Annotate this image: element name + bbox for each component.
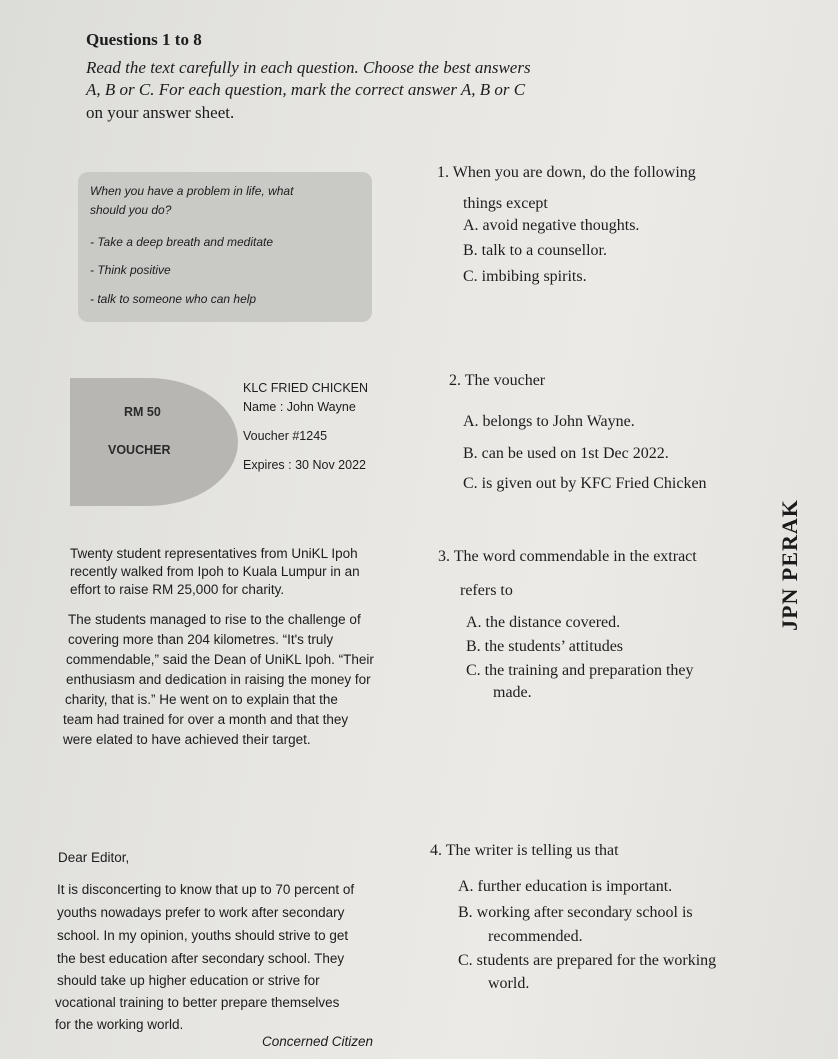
voucher-badge (70, 378, 238, 506)
question-3-stem: 3. The word commendable in the extract (438, 548, 697, 565)
question-1-option-a: A. avoid negative thoughts. (463, 217, 640, 234)
question-1-stem: things except (463, 195, 548, 212)
letter-line: youths nowadays prefer to work after secondary (57, 905, 345, 920)
question-4-stem: 4. The writer is telling us that (430, 842, 619, 859)
voucher-amount: RM 50 (124, 405, 161, 419)
question-4-option-b: B. working after secondary school is (458, 904, 693, 921)
tips-line: When you have a problem in life, what (90, 184, 294, 198)
question-4-option-a: A. further education is important. (458, 878, 673, 895)
tips-line: - Take a deep breath and meditate (90, 235, 274, 249)
instruction-line: Read the text carefully in each question. Choose the best answers (86, 58, 531, 77)
section-title: Questions 1 to 8 (86, 30, 202, 49)
article-line: team had trained for over a month and that they (63, 712, 349, 727)
article-line: were elated to have achieved their target. (63, 732, 311, 747)
letter-salutation: Dear Editor, (58, 850, 130, 865)
voucher-expiry: Expires : 30 Nov 2022 (243, 458, 366, 472)
article-line: effort to raise RM 25,000 for charity. (70, 582, 285, 597)
letter-line: It is disconcerting to know that up to 70 percent of (57, 882, 355, 897)
voucher-holder-name: Name : John Wayne (243, 400, 356, 414)
article-line: commendable,” said the Dean of UniKL Ipoh. “Their (66, 652, 374, 667)
voucher-label: VOUCHER (108, 443, 171, 457)
article-line: enthusiasm and dedication in raising the money for (66, 672, 371, 687)
question-3-option-c: C. the training and preparation they (466, 662, 694, 679)
voucher-shop-name: KLC FRIED CHICKEN (243, 381, 369, 395)
letter-line: vocational training to better prepare themselves (55, 995, 340, 1010)
question-3-option-c-continued: made. (493, 684, 532, 701)
question-2-option-a: A. belongs to John Wayne. (463, 413, 635, 430)
question-2-stem: 2. The voucher (449, 372, 546, 389)
question-1-option-c: C. imbibing spirits. (463, 268, 587, 285)
article-line: covering more than 204 kilometres. “It's truly (68, 632, 334, 647)
question-3-option-a: A. the distance covered. (466, 614, 621, 631)
letter-line: school. In my opinion, youths should strive to get (57, 928, 349, 943)
question-4-option-b-continued: recommended. (488, 928, 583, 945)
question-4-option-c-continued: world. (488, 975, 530, 992)
voucher-number: Voucher #1245 (243, 429, 328, 443)
question-1-option-b: B. talk to a counsellor. (463, 242, 607, 259)
article-line: Twenty student representatives from UniKL Ipoh (70, 546, 358, 561)
letter-signature: Concerned Citizen (262, 1034, 374, 1049)
question-1-stem: 1. When you are down, do the following (437, 164, 696, 181)
jpn-perak-watermark: JPN PERAK (777, 499, 802, 631)
article-line: charity, that is.” He went on to explain that the (65, 692, 338, 707)
question-2-option-b: B. can be used on 1st Dec 2022. (463, 445, 669, 462)
question-3-stem: refers to (460, 582, 513, 599)
instruction-line: A, B or C. For each question, mark the correct answer A, B or C (86, 80, 526, 99)
article-line: recently walked from Ipoh to Kuala Lumpur in an (70, 564, 360, 579)
question-2-option-c: C. is given out by KFC Fried Chicken (463, 475, 707, 492)
tips-line: should you do? (90, 203, 172, 217)
tips-line: - talk to someone who can help (90, 292, 257, 306)
letter-line: for the working world. (55, 1017, 184, 1032)
instruction-line: on your answer sheet. (86, 103, 235, 122)
question-4-option-c: C. students are prepared for the working (458, 952, 717, 969)
question-3-option-b: B. the students’ attitudes (466, 638, 624, 655)
article-line: The students managed to rise to the challenge of (68, 612, 361, 627)
letter-line: should take up higher education or strive for (57, 973, 320, 988)
tips-line: - Think positive (90, 263, 171, 277)
letter-line: the best education after secondary school. They (57, 951, 345, 966)
